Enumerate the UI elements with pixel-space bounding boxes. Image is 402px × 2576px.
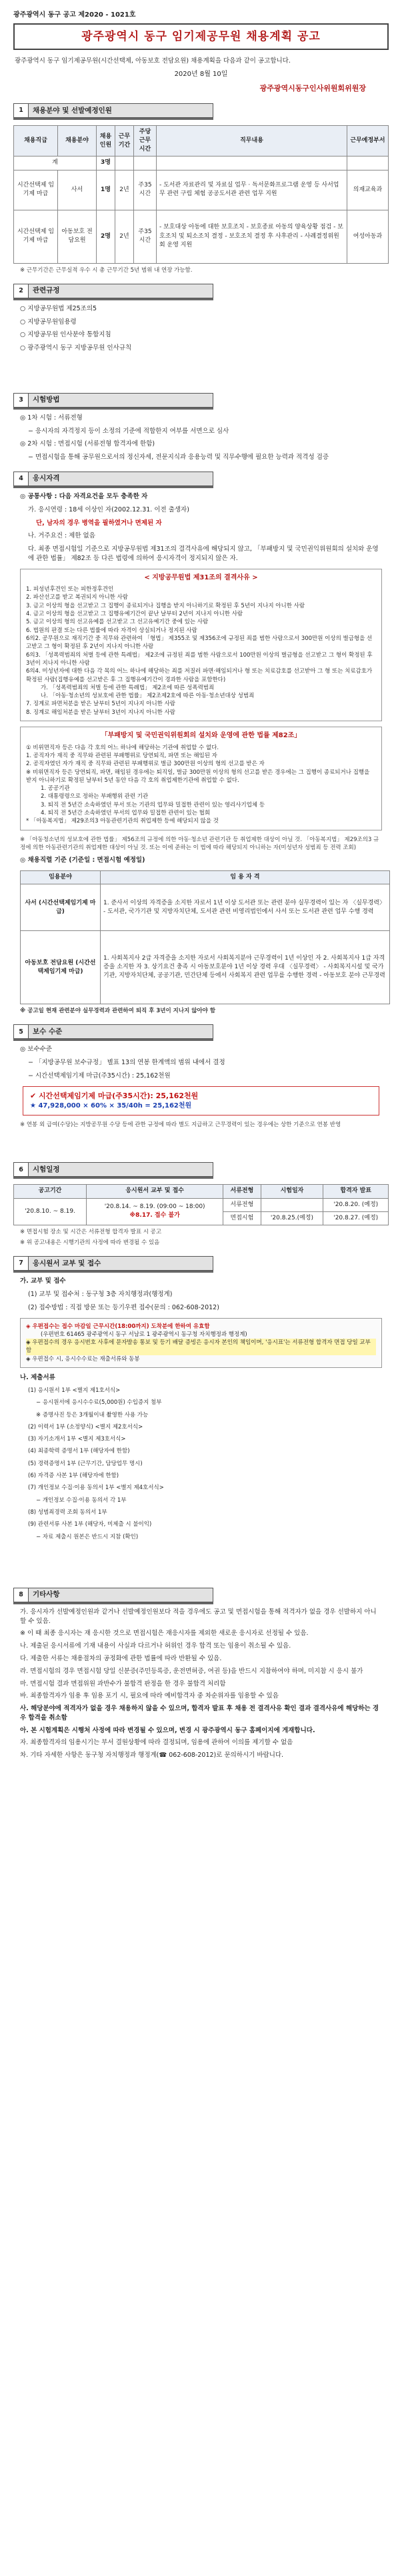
col-header: 근무예정부서 — [347, 126, 389, 157]
list-item: 다. 제출한 서류는 채용절차의 공정화에 관한 법률에 따라 반환될 수 있음. — [20, 1655, 222, 1662]
col-header: 채용분야 — [58, 126, 97, 157]
list-item: 마. 면접시험 결과 면접위원 과반수가 불합격 판정을 한 경우 불합격 처리함 — [20, 1680, 226, 1688]
list-item: (6) 자격증 사본 1부 (해당자에 한함) — [28, 1472, 119, 1480]
col-header: 채용직급 — [14, 126, 58, 157]
cell-quals: 1. 사회복지사 2급 자격증을 소지한 자로서 사회복지분야 근무경력이 1년 이상인 자 2. 사회복지사 1급 자격증을 소지한 자 3. 상기요건 충족 시 아동보호분야 1년 이상 경력 우대 〈실무경력〉 - 사회복지시설 및 국가기관, 지방자치단체, 공공기관, 민간단체 등에서 사회복지 관련 업무를 수행한 경력 - 아동보호 분야 근무경력 — [101, 931, 390, 1004]
list-item: 바. 최종합격자가 임용 후 임용 포기 시, 필요에 따라 예비합격자 중 차순위자를 임용할 수 있음 — [20, 1692, 279, 1700]
list-item: ◈ 우편접수의 경우 응시번호 사후에 문자발송 통보 및 등기 배달 증빙은 응시자 본인의 책임이며, '응시표'는 서류전형 합격자 면접 당일 교부함 — [26, 1339, 376, 1355]
section-title: 기타사항 — [29, 1588, 213, 1602]
section-exam-method — [13, 393, 389, 462]
col-header: 서류전형 — [223, 1185, 261, 1198]
section-header — [13, 284, 213, 298]
table-row — [14, 157, 389, 170]
cell-interview: 면접시험 — [223, 1211, 261, 1225]
col-header: 임용분야 — [21, 871, 101, 884]
cell-count: 2명 — [97, 210, 115, 263]
table-row — [14, 1198, 389, 1211]
notice-number: 광주광역시 동구 공고 제2020 - 1021호 — [13, 11, 136, 19]
section-number: 7 — [14, 1257, 29, 1270]
table-row — [21, 931, 390, 1004]
list-item: 6의4. 미성년자에 대한 다음 각 목의 어느 하나에 해당하는 죄를 저질러 파면·해임되거나 형 또는 치료감호를 선고받아 그 형 또는 치료감호가 확정된 사람(집행유예를 선고받은 후 그 집행유예기간이 경과한 사람을 포함한다) — [26, 668, 373, 683]
list-item: (2) 이력서 1부 (소정양식) <별지 제2호서식> — [28, 1423, 143, 1431]
apply-period: '20.8.14. ~ 8.19. (09:00 ~ 18:00) — [104, 1203, 205, 1211]
cell-interview-date: '20.8.25.(예정) — [261, 1211, 323, 1225]
section-schedule — [13, 1162, 389, 1247]
list-item: 가. 교부 및 접수 — [20, 1277, 66, 1285]
box-title: < 지방공무원법 제31조의 결격사유 > — [144, 573, 258, 581]
salary-box — [23, 1086, 379, 1116]
section-title: 시험일정 — [29, 1163, 213, 1176]
col-header: 응시원서 교부 및 접수 — [86, 1185, 223, 1198]
list-item: 차. 기타 자세한 사항은 동구청 자치행정과 행정계(☎ 062-608-2012)로 문의하시기 바랍니다. — [20, 1752, 284, 1760]
list-item: (8) 성범죄경력 조회 동의서 1부 — [28, 1509, 107, 1516]
list-item: 4. 퇴직 전 5년간 소속하였던 부서의 업무와 밀접한 관련이 있는 협회 — [41, 810, 211, 817]
list-item: (우편번호 61465 광주광역시 동구 서남로 1 광주광역시 동구청 자치행정과 행정계) — [41, 1331, 247, 1338]
col-header: 합격자 발표 — [323, 1185, 389, 1198]
section-number: 1 — [14, 104, 29, 117]
list-item: − 응시원서에 응시수수료(5,000원) 수입증지 첨부 — [36, 1399, 162, 1407]
list-item: (7) 개인정보 수집·이용 동의서 1부 <별지 제4호서식> — [28, 1484, 164, 1492]
total-count: 3명 — [97, 157, 115, 170]
list-item: 2. 파산선고를 받고 복권되지 아니한 사람 — [26, 594, 128, 601]
list-item: ※ 비위면직자 등은 당연퇴직, 파면, 해임된 경우에는 퇴직일, 벌금 300만원 이상의 형의 선고를 받은 경우에는 그 집행이 종료되거나 집행을 받지 아니하기로 확정된 날부터 5년 동안 다음 각 호의 취업제한기관에 취업할 수 없다. — [26, 769, 370, 784]
list-item: 나. 거주요건 : 제한 없음 — [28, 532, 95, 540]
table-row — [21, 884, 390, 931]
schedule-note: ※ 위 공고내용은 시행기관의 사정에 따라 변경될 수 있음 — [20, 1239, 160, 1246]
disqualification-box — [20, 569, 382, 722]
section-header — [13, 393, 213, 408]
list-item: (1) 교부 및 접수처 : 동구청 3층 자치행정과(행정계) — [28, 1291, 173, 1299]
list-item: 사. 해당분야에 적격자가 없을 경우 채용하지 않을 수 있으며, 합격자 발표 후 채용 전 결격사유 확인 결과 결격사유에 해당하는 경우 합격을 취소함 — [20, 1705, 379, 1722]
salary-formula: ★ 47,928,000 × 60% × 35/40h = 25,162천원 — [30, 1102, 192, 1110]
section-title: 시험방법 — [29, 394, 213, 407]
box-title: 「부패방지 및 국민권익위원회의 설치와 운영에 관한 법률 제82조」 — [101, 732, 301, 740]
mail-notice-box — [20, 1318, 382, 1369]
section-recruitment — [13, 103, 389, 274]
cell-period: 2년 — [115, 210, 134, 263]
list-item: ◈ 우편접수는 접수 마감일 근무시간(18:00까지) 도착분에 한하여 유효함 — [26, 1323, 210, 1330]
signer: 광주광역시동구인사위원회위원장 — [259, 84, 366, 93]
list-item: − 응시자의 자격정지 등이 소정의 기준에 적합한지 여부를 서면으로 심사 — [28, 427, 229, 435]
list-item: 라. 면접시험의 경우 면접시험 당일 신분증(주민등록증, 운전면허증, 여권 등)을 반드시 지참하여야 하며, 미지참 시 응시 불가 — [20, 1667, 363, 1675]
apply-note: ※8.17. 접수 불가 — [129, 1212, 180, 1219]
recruitment-table — [13, 125, 389, 263]
list-item: 아. 본 시험계획은 시행처 사정에 따라 변경될 수 있으며, 변경 시 광주광역시 동구 홈페이지에 게재합니다. — [20, 1726, 315, 1734]
cell-field: 사서 — [58, 170, 97, 210]
cell-final-result: '20.8.27. (예정) — [323, 1211, 389, 1225]
list-item: 1. 공직자가 재직 중 직무와 관련된 부패행위로 당연퇴직, 파면 또는 해임된 자 — [26, 752, 217, 759]
list-item: − 시간선택제임기제 마급(주35시간) : 25,162천원 — [28, 1072, 171, 1080]
list-item: ○ 지방공무원법 제25조의5 — [20, 304, 97, 312]
list-item: 4. 금고 이상의 형을 선고받고 그 집행유예기간이 끝난 날부터 2년이 지나지 아니한 사람 — [26, 611, 243, 617]
list-item: 가. 「성폭력범죄의 처벌 등에 관한 특례법」 제2조에 따른 성폭력범죄 — [41, 684, 215, 691]
cell-dept: 의재교육과 — [347, 170, 389, 210]
list-item: 1. 공공기관 — [41, 785, 70, 793]
list-item: (4) 최종학력 증명서 1부 (해당자에 한함) — [28, 1448, 130, 1455]
list-item: 나. 제출된 응시서류에 기재 내용이 사실과 다르거나 허위인 경우 합격 또는 임용이 취소될 수 있음. — [20, 1642, 291, 1650]
col-header: 공고기간 — [14, 1185, 87, 1198]
section-eligibility — [13, 472, 389, 1015]
col-header: 근무기간 — [115, 126, 134, 157]
schedule-table — [13, 1184, 389, 1225]
list-item: * 「아동복지법」 제29조의3 아동관련기관의 취업제한 등에 해당되지 않을 것 — [26, 818, 219, 825]
section-header — [13, 103, 213, 118]
list-item: (3) 자기소개서 1부 <별지 제3호서식> — [28, 1436, 126, 1443]
total-label: 계 — [14, 157, 97, 170]
section-header — [13, 1588, 213, 1602]
requirements-note: ※ 공고일 현재 관련분야 실무경력과 관련하여 퇴직 후 3년이 지나지 않아야 함 — [20, 1008, 216, 1015]
section-application — [13, 1256, 389, 1541]
cell-duties: - 도서관 자료관리 및 자료실 업무 · 독서문화프로그램 운영 등 사서업무 관련 구립 체험 공공도서관 관련 업무 지원 — [157, 170, 347, 210]
cell-doc-result: '20.8.20. (예정) — [323, 1198, 389, 1211]
col-header: 시험일자 — [261, 1185, 323, 1198]
list-item: − 개인정보 수집·이용 동의서 각 1부 — [36, 1496, 127, 1504]
col-header: 직무내용 — [157, 126, 347, 157]
list-item: 다. 최종 면접시험일 기준으로 지방공무원법 제31조의 결격사유에 해당되지 않고, 「부패방지 및 국민권익위원회의 설치와 운영에 관한 법률」 제82조 등 다른 법령에 의하여 응시자격이 정지되지 않은 자. — [28, 545, 379, 562]
list-item: 2. 공직자였던 자가 재직 중 직무와 관련된 부패행위로 벌금 300만원 이상의 형의 선고를 받은 자 — [26, 761, 265, 768]
cell-quals: 1. 준사서 이상의 자격증을 소지한 자로서 1년 이상 도서관 또는 관련 분야 실무경력이 있는 자 〈실무경력〉 - 도서관, 국가기관 및 지방자치단체, 도서관 관련 비영리법인에서 사서 또는 도서관 관련 업무 수행 경력 — [101, 884, 390, 931]
list-item: 6. 법원의 판결 또는 다른 법률에 따라 자격이 상실되거나 정지된 사람 — [26, 627, 197, 634]
requirements-title: ◎ 채용직렬 기준 (기준일 : 면접시험 예정일) — [20, 856, 145, 864]
list-item: 6의3. 「성폭력범죄의 처벌 등에 관한 특례법」 제2조에 규정된 죄를 범한 사람으로서 100만원 이상의 벌금형을 선고받고 그 형이 확정된 후 3년이 지나지 아니한 사람 — [26, 651, 373, 667]
section-header — [13, 1256, 213, 1271]
list-item: ① 비위면직자 등은 다음 각 호의 어느 하나에 해당하는 기관에 취업할 수 없다. — [26, 744, 219, 751]
cell-apply-period — [86, 1198, 223, 1225]
list-item: − 자료 제출시 원본은 반드시 지참 (확인) — [36, 1533, 139, 1540]
list-item: 나. 「아동·청소년의 성보호에 관한 법률」 제2조제2호에 따른 아동·청소년대상 성범죄 — [41, 693, 255, 700]
list-item: ※ 증명사진 등은 3개월이내 촬영한 사용 가능 — [36, 1411, 149, 1419]
subnote: ※ 「아동청소년의 성보호에 관한 법률」 제56조의 규정에 의한 아동·청소년 관련기관 등 취업제한 대상이 아닐 것. 「아동복지법」 제29조의3 규정에 의한 아동관련기관의 취업제한 대상이 아닐 것. 또는 이에 준하는 이 법에 따라 해당되지 아니하는 자(미성년자 성범죄 등 전력 조회) — [20, 836, 379, 851]
list-item: ◎ 보수수준 — [20, 1046, 53, 1054]
cell-duties: - 보호대상 아동에 대한 보호조치 - 보호종료 아동의 양육상황 점검 - 보호조치 및 퇴소조치 결정 - 보호조치 결정 후 사후관리 - 사례결정위원회 운영 지원 — [157, 210, 347, 263]
cell-field: 아동보호 전담요원 — [58, 210, 97, 263]
schedule-note: ※ 면접시험 장소 및 시간은 서류전형 합격자 발표 시 공고 — [20, 1228, 162, 1235]
table-row — [14, 210, 389, 263]
list-item: 3. 금고 이상의 형을 선고받고 그 집행이 종료되거나 집행을 받지 아니하기로 확정된 후 5년이 지나지 아니한 사람 — [26, 602, 305, 609]
recruitment-note: ※ 근무기간은 근무실적 우수 시 총 근무기간 5년 범위 내 연장 가능함. — [20, 266, 193, 274]
section-header — [13, 472, 213, 486]
list-item: 자. 최종합격자의 임용시기는 부서 결원상황에 따라 결정되며, 임용에 관하여 이의를 제기할 수 없음 — [20, 1739, 293, 1747]
page-title: 광주광역시 동구 임기제공무원 채용계획 공고 — [81, 29, 321, 43]
section-title: 보수 수준 — [29, 1025, 213, 1038]
list-item: (9) 관련서류 사본 1부 (해당자, 미제출 시 불이익) — [28, 1521, 152, 1528]
list-item: 5. 금고 이상의 형의 선고유예를 선고받고 그 선고유예기간 중에 있는 사람 — [26, 619, 209, 626]
list-item: ◎ 공통사항 : 다음 자격요건을 모두 충족한 자 — [20, 492, 148, 500]
salary-main: ✔ 시간선택제임기제 마급(주35시간): 25,162천원 — [30, 1091, 199, 1100]
list-item: 1. 피성년후견인 또는 피한정후견인 — [26, 586, 114, 593]
list-item: 단, 남자의 경우 병역을 필하였거나 면제된 자 — [36, 519, 162, 527]
col-header: 임 용 자 격 — [101, 871, 390, 884]
list-item: − 면접시험을 통해 공무원으로서의 정신자세, 전문지식과 응용능력 및 직무수행에 필요한 능력과 적격성 검증 — [28, 454, 329, 462]
section-title: 응시자격 — [29, 472, 213, 485]
cell-doc-date-empty — [261, 1198, 323, 1211]
table-row — [14, 170, 389, 210]
list-item: ◈ 우편접수 시, 응시수수료는 재출서류와 동봉 — [26, 1355, 140, 1363]
cell-field: 아동보호 전담요원 (시간선택제임기제 마급) — [21, 931, 101, 1004]
section-number: 2 — [14, 284, 29, 298]
col-header: 주당근무시간 — [134, 126, 157, 157]
section-other — [13, 1588, 389, 1760]
section-title: 응시원서 교부 및 접수 — [29, 1257, 213, 1270]
col-header: 채용인원 — [97, 126, 115, 157]
list-item: 3. 퇴직 전 5년간 소속하였던 부서 또는 기관의 업무와 밀접한 관련이 있는 영리사기업체 등 — [41, 801, 265, 808]
section-salary — [13, 1024, 389, 1129]
notice-date: 2020년 8월 10일 — [174, 70, 228, 78]
cell-hours: 주35시간 — [134, 170, 157, 210]
list-item: ※ 이 때 최종 응시자는 재 응시한 것으로 면접시험은 재응시자를 제외한 새로운 응시자로 선정될 수 있음. — [20, 1630, 309, 1638]
list-item: ○ 광주광역시 동구 지방공무원 인사규칙 — [20, 344, 132, 352]
salary-note: ※ 연봉 외 급여(수당)는 지방공무원 수당 등에 관한 규정에 따라 별도 지급하고 근무경력이 있는 경우에는 상한 기준으로 연봉 반영 — [20, 1122, 341, 1129]
list-item: − 「지방공무원 보수규정」 별표 13의 연봉 한계액의 범위 내에서 결정 — [28, 1059, 225, 1067]
list-item: 7. 징계로 파면처분을 받은 날부터 5년이 지나지 아니한 사람 — [26, 701, 175, 708]
cell-notice-period: '20.8.10. ~ 8.19. — [14, 1198, 87, 1225]
section-title: 채용분야 및 선발예정인원 — [29, 104, 213, 117]
list-item: 8. 징계로 해임처분을 받은 날부터 3년이 지나지 아니한 사람 — [26, 709, 175, 716]
list-item: ◎ 1차 시험 : 서류전형 — [20, 414, 83, 422]
cell-grade: 시간선택제 임기제 마급 — [14, 210, 58, 263]
docs-title: 나. 제출서류 — [20, 1374, 55, 1382]
section-header — [13, 1024, 213, 1039]
cell-dept: 여성아동과 — [347, 210, 389, 263]
cell-count: 1명 — [97, 170, 115, 210]
list-item: 6의2. 공무원으로 재직기간 중 직무와 관련하여 「형법」 제355조 및 제356조에 규정된 죄를 범한 사람으로서 300만원 이상의 벌금형을 선고받고 그 형이 확정된 후 2년이 지나지 아니한 사람 — [26, 635, 373, 651]
intro-text: 광주광역시 동구 임기제공무원(시간선택제, 아동보호 전담요원) 채용계획을 다음과 같이 공고합니다. — [15, 57, 291, 65]
section-number: 5 — [14, 1025, 29, 1038]
corruption-law-box — [20, 727, 382, 830]
section-number: 6 — [14, 1163, 29, 1176]
list-item: (2) 접수방법 : 직접 방문 또는 등기우편 접수(문의 : 062-608-2012) — [28, 1303, 219, 1311]
requirements-table — [20, 870, 390, 1004]
cell-field: 사서 (시간선택제임기제 마급) — [21, 884, 101, 931]
title-box — [13, 23, 389, 51]
section-number: 8 — [14, 1588, 29, 1602]
section-number: 3 — [14, 394, 29, 407]
list-item: ○ 지방공무원 인사분야 통합지침 — [20, 331, 111, 339]
section-header — [13, 1162, 213, 1177]
list-item: 2. 대통령령으로 정하는 부패행위 관련 기관 — [41, 793, 149, 801]
list-item: (5) 경력증명서 1부 (근무기간, 담당업무 명시) — [28, 1460, 143, 1467]
cell-doc-screening: 서류전형 — [223, 1198, 261, 1211]
list-item: ◎ 2차 시험 : 면접시험 (서류전형 합격자에 한함) — [20, 440, 155, 448]
list-item: (1) 응시원서 1부 <별지 제1호서식> — [28, 1387, 121, 1394]
list-item: ○ 지방공무원임용령 — [20, 318, 77, 326]
cell-grade: 시간선택제 임기제 마급 — [14, 170, 58, 210]
section-regulations — [13, 284, 389, 353]
list-item: 가. 응시연령 : 18세 이상인 자(2002.12.31. 이전 출생자) — [28, 505, 189, 513]
section-number: 4 — [14, 472, 29, 485]
section-title: 관련규정 — [29, 284, 213, 298]
cell-period: 2년 — [115, 170, 134, 210]
list-item: 가. 응시자가 선발예정인원과 같거나 선발예정인원보다 적을 경우에도 공고 및 면접시험을 통해 적격자가 없을 경우 선발하지 아니할 수 있음. — [20, 1608, 377, 1625]
cell-hours: 주35시간 — [134, 210, 157, 263]
